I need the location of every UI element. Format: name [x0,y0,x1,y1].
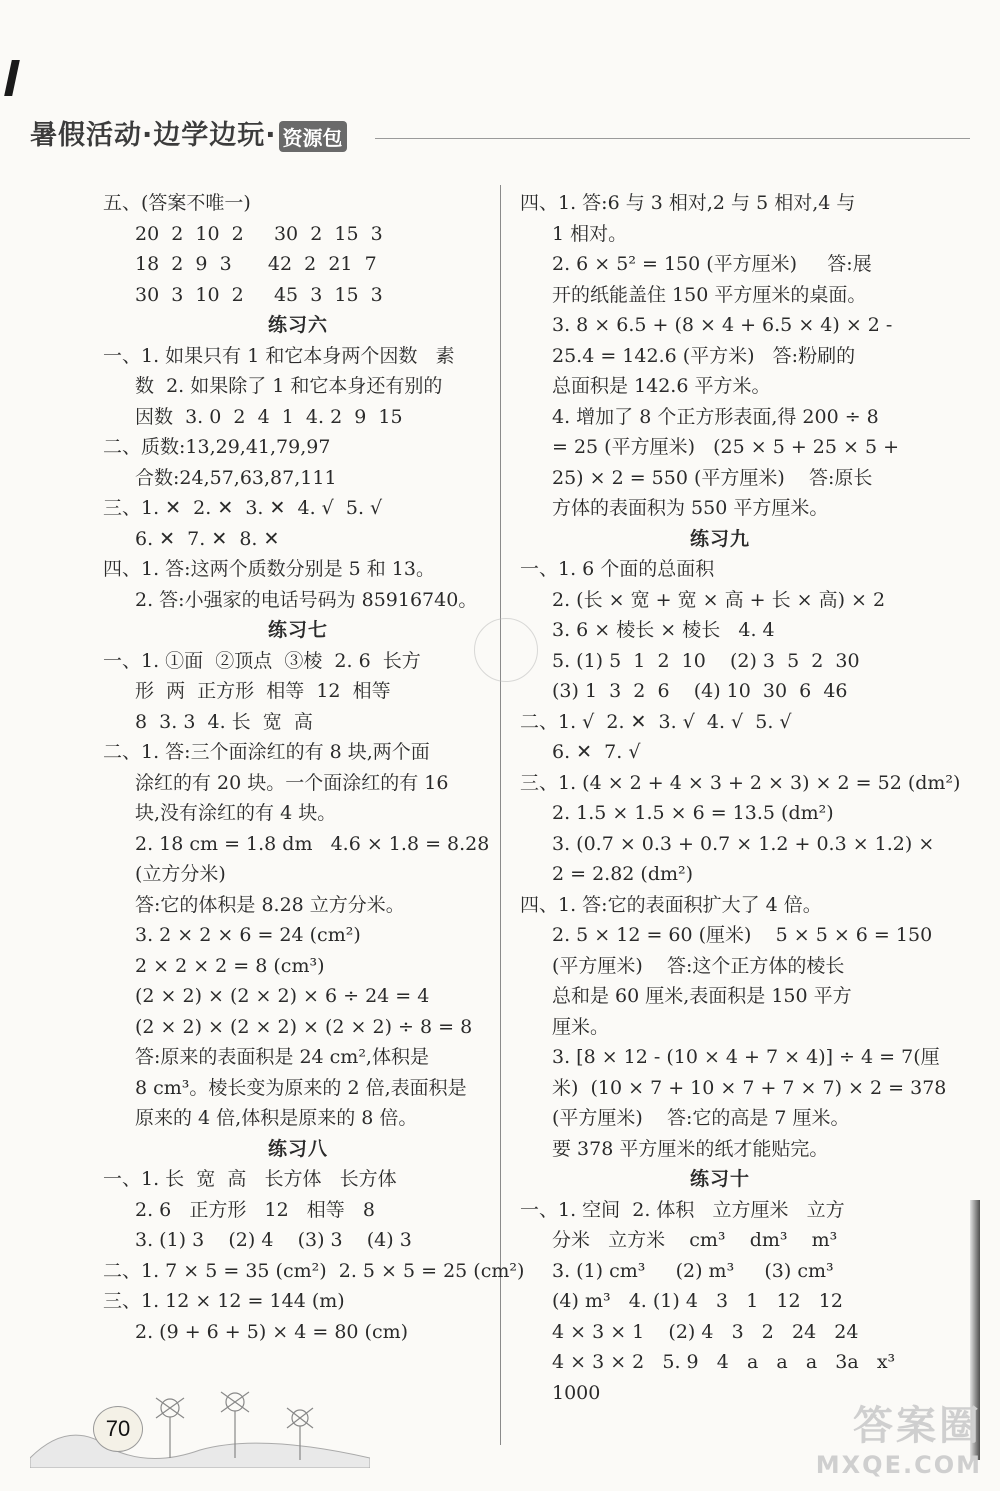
answer-line: 2. 6 正方形 12 相等 8 [135,1198,375,1221]
right-column [520,188,961,1408]
watermark-line1: 答案圈 [853,1403,982,1449]
answer-line: 1000 [552,1381,601,1404]
answer-line: 要 378 平方厘米的纸才能贴完。 [552,1137,829,1160]
answer-line: 四、1. 答:6 与 3 相对,2 与 5 相对,4 与 [520,192,856,214]
answer-line: 2 × 2 × 2 = 8 (cm³) [135,954,325,977]
column-divider [500,185,501,1445]
answer-line: 25) × 2 = 550 (平方厘米) 答:原长 [552,466,873,489]
answer-line: 涂红的有 20 块。一个面涂红的有 16 [135,771,449,794]
answer-line: 二、1. 7 × 5 = 35 (cm²) 2. 5 × 5 = 25 (cm²) [103,1259,525,1282]
stamp-seal [474,618,538,682]
answer-line: 2. (9 + 6 + 5) × 4 = 80 (cm) [135,1320,409,1343]
answer-line: 三、1. (4 × 2 + 4 × 3 + 2 × 3) × 2 = 52 (dm²) [520,771,961,794]
answer-line: 25.4 = 142.6 (平方米) 答:粉刷的 [552,344,856,367]
answer-line: 块,没有涂红的有 4 块。 [135,802,337,824]
section-title: 练习八 [267,1137,328,1160]
answer-line: 8 3. 3 4. 长 宽 高 [135,710,313,733]
answer-line: 一、1. 空间 2. 体积 立方厘米 立方 [520,1198,845,1221]
corner-mark [4,60,20,96]
answer-line: (3) 1 3 2 6 (4) 10 30 6 46 [552,680,848,702]
answer-line: 一、1. 如果只有 1 和它本身两个因数 素 [103,344,455,367]
answer-line: 四、1. 答:这两个质数分别是 5 和 13。 [103,558,435,580]
section-title: 练习六 [267,314,328,336]
answer-line: 3. (1) 3 (2) 4 (3) 3 (4) 3 [135,1229,412,1251]
answer-line: (2 × 2) × (2 × 2) × (2 × 2) ÷ 8 = 8 [135,1015,473,1038]
answer-line: 30 3 10 2 45 3 15 3 [135,283,383,306]
answer-line: 二、1. 答:三个面涂红的有 8 块,两个面 [103,741,430,763]
answer-line: 答:原来的表面积是 24 cm²,体积是 [135,1046,429,1068]
answer-line: 一、1. 长 宽 高 长方体 长方体 [103,1168,397,1190]
answer-line: 原来的 4 倍,体积是原来的 8 倍。 [135,1107,418,1129]
answer-line: 数 2. 如果除了 1 和它本身还有别的 [135,375,443,397]
answer-line: 开的纸能盖住 150 平方厘米的桌面。 [552,283,867,306]
answer-line: 二、1. √ 2. ✕ 3. √ 4. √ 5. √ [520,710,792,733]
answer-line: 1 相对。 [552,222,628,245]
answer-line: 3. (1) cm³ (2) m³ (3) cm³ [552,1259,834,1282]
header-rule [375,138,970,139]
answer-line: 2. 1.5 × 1.5 × 6 = 13.5 (dm²) [552,802,834,824]
answer-line: (2 × 2) × (2 × 2) × 6 ÷ 24 = 4 [135,985,430,1007]
answer-line: 四、1. 答:它的表面积扩大了 4 倍。 [520,893,822,916]
answer-line: 合数:24,57,63,87,111 [135,466,337,489]
answer-line: 2 = 2.82 (dm²) [552,863,694,885]
answer-line: 一、1. ①面 ②顶点 ③棱 2. 6 长方 [103,649,421,672]
answer-line: 6. ✕ 7. √ [552,741,641,763]
answer-line: 6. ✕ 7. ✕ 8. ✕ [135,527,280,550]
answer-line: 3. (0.7 × 0.3 + 0.7 × 1.2 + 0.3 × 1.2) × [552,832,935,855]
section-title: 练习十 [689,1168,750,1190]
watermark-line2: MXQE.COM [815,1451,982,1479]
answer-line: 20 2 10 2 30 2 15 3 [135,222,383,245]
answer-line: 2. (长 × 宽 + 宽 × 高 + 长 × 高) × 2 [552,588,886,611]
answer-line: (4) m³ 4. (1) 4 3 1 12 12 [552,1290,843,1312]
answer-line: 3. 2 × 2 × 6 = 24 (cm²) [135,924,361,946]
brand-tag: 资源包 [279,121,347,152]
answer-line: 5. (1) 5 1 2 10 (2) 3 5 2 30 [552,649,860,672]
answer-line: 总和是 60 厘米,表面积是 150 平方 [552,985,852,1007]
answer-line: 4 × 3 × 2 5. 9 4 a a a 3a x³ [552,1351,896,1373]
answer-line: 18 2 9 3 42 2 21 7 [135,253,377,275]
answer-line: 3. 8 × 6.5 + (8 × 4 + 6.5 × 4) × 2 - [552,314,893,336]
answer-line: 总面积是 142.6 平方米。 [552,375,771,397]
answer-line: 因数 3. 0 2 4 1 4. 2 9 15 [135,405,403,428]
page-header [30,112,347,152]
left-column [103,188,525,1347]
answer-line: 三、1. 12 × 12 = 144 (m) [103,1290,345,1312]
watermark [816,1394,982,1479]
answer-line: (立方分米) [135,863,226,885]
answer-line: 4. 增加了 8 个正方形表面,得 200 ÷ 8 [552,405,879,428]
answer-line: 3. [8 × 12 - (10 × 4 + 7 × 4)] ÷ 4 = 7(厘 [552,1046,940,1068]
answer-line: (平方厘米) 答:这个正方体的棱长 [552,954,845,977]
page-number: 70 [93,1406,143,1452]
answer-line: 2. 答:小强家的电话号码为 85916740。 [135,588,478,611]
answer-line: 2. 18 cm = 1.8 dm 4.6 × 1.8 = 8.28 [135,832,490,855]
answer-line: 形 两 正方形 相等 12 相等 [135,680,391,702]
answer-line: 二、质数:13,29,41,79,97 [103,436,331,458]
answer-line: 五、(答案不唯一) [103,192,251,214]
brand-title: 暑假活动·边学边玩· [30,120,277,151]
answer-line: 8 cm³。棱长变为原来的 2 倍,表面积是 [135,1076,467,1099]
answer-line: 3. 6 × 棱长 × 棱长 4. 4 [552,619,775,641]
answer-line: 分米 立方米 cm³ dm³ m³ [552,1229,838,1251]
answer-line: (平方厘米) 答:它的高是 7 厘米。 [552,1107,850,1129]
answer-line: 2. 5 × 12 = 60 (厘米) 5 × 5 × 6 = 150 [552,924,933,946]
answer-line: 厘米。 [552,1015,610,1038]
answer-line: 方体的表面积为 550 平方厘米。 [552,497,829,519]
section-title: 练习九 [689,527,750,550]
answer-line: = 25 (平方厘米) (25 × 5 + 25 × 5 + [552,436,900,458]
answer-line: 2. 6 × 5² = 150 (平方厘米) 答:展 [552,253,872,275]
answer-line: 一、1. 6 个面的总面积 [520,558,715,580]
answer-line: 三、1. ✕ 2. ✕ 3. ✕ 4. √ 5. √ [103,497,383,519]
flower-decoration [30,1378,370,1468]
answer-line: 4 × 3 × 1 (2) 4 3 2 24 24 [552,1320,859,1343]
section-title: 练习七 [267,619,328,641]
answer-line: 答:它的体积是 8.28 立方分米。 [135,893,405,916]
answer-line: 米) (10 × 7 + 10 × 7 + 7 × 7) × 2 = 378 [552,1076,947,1099]
